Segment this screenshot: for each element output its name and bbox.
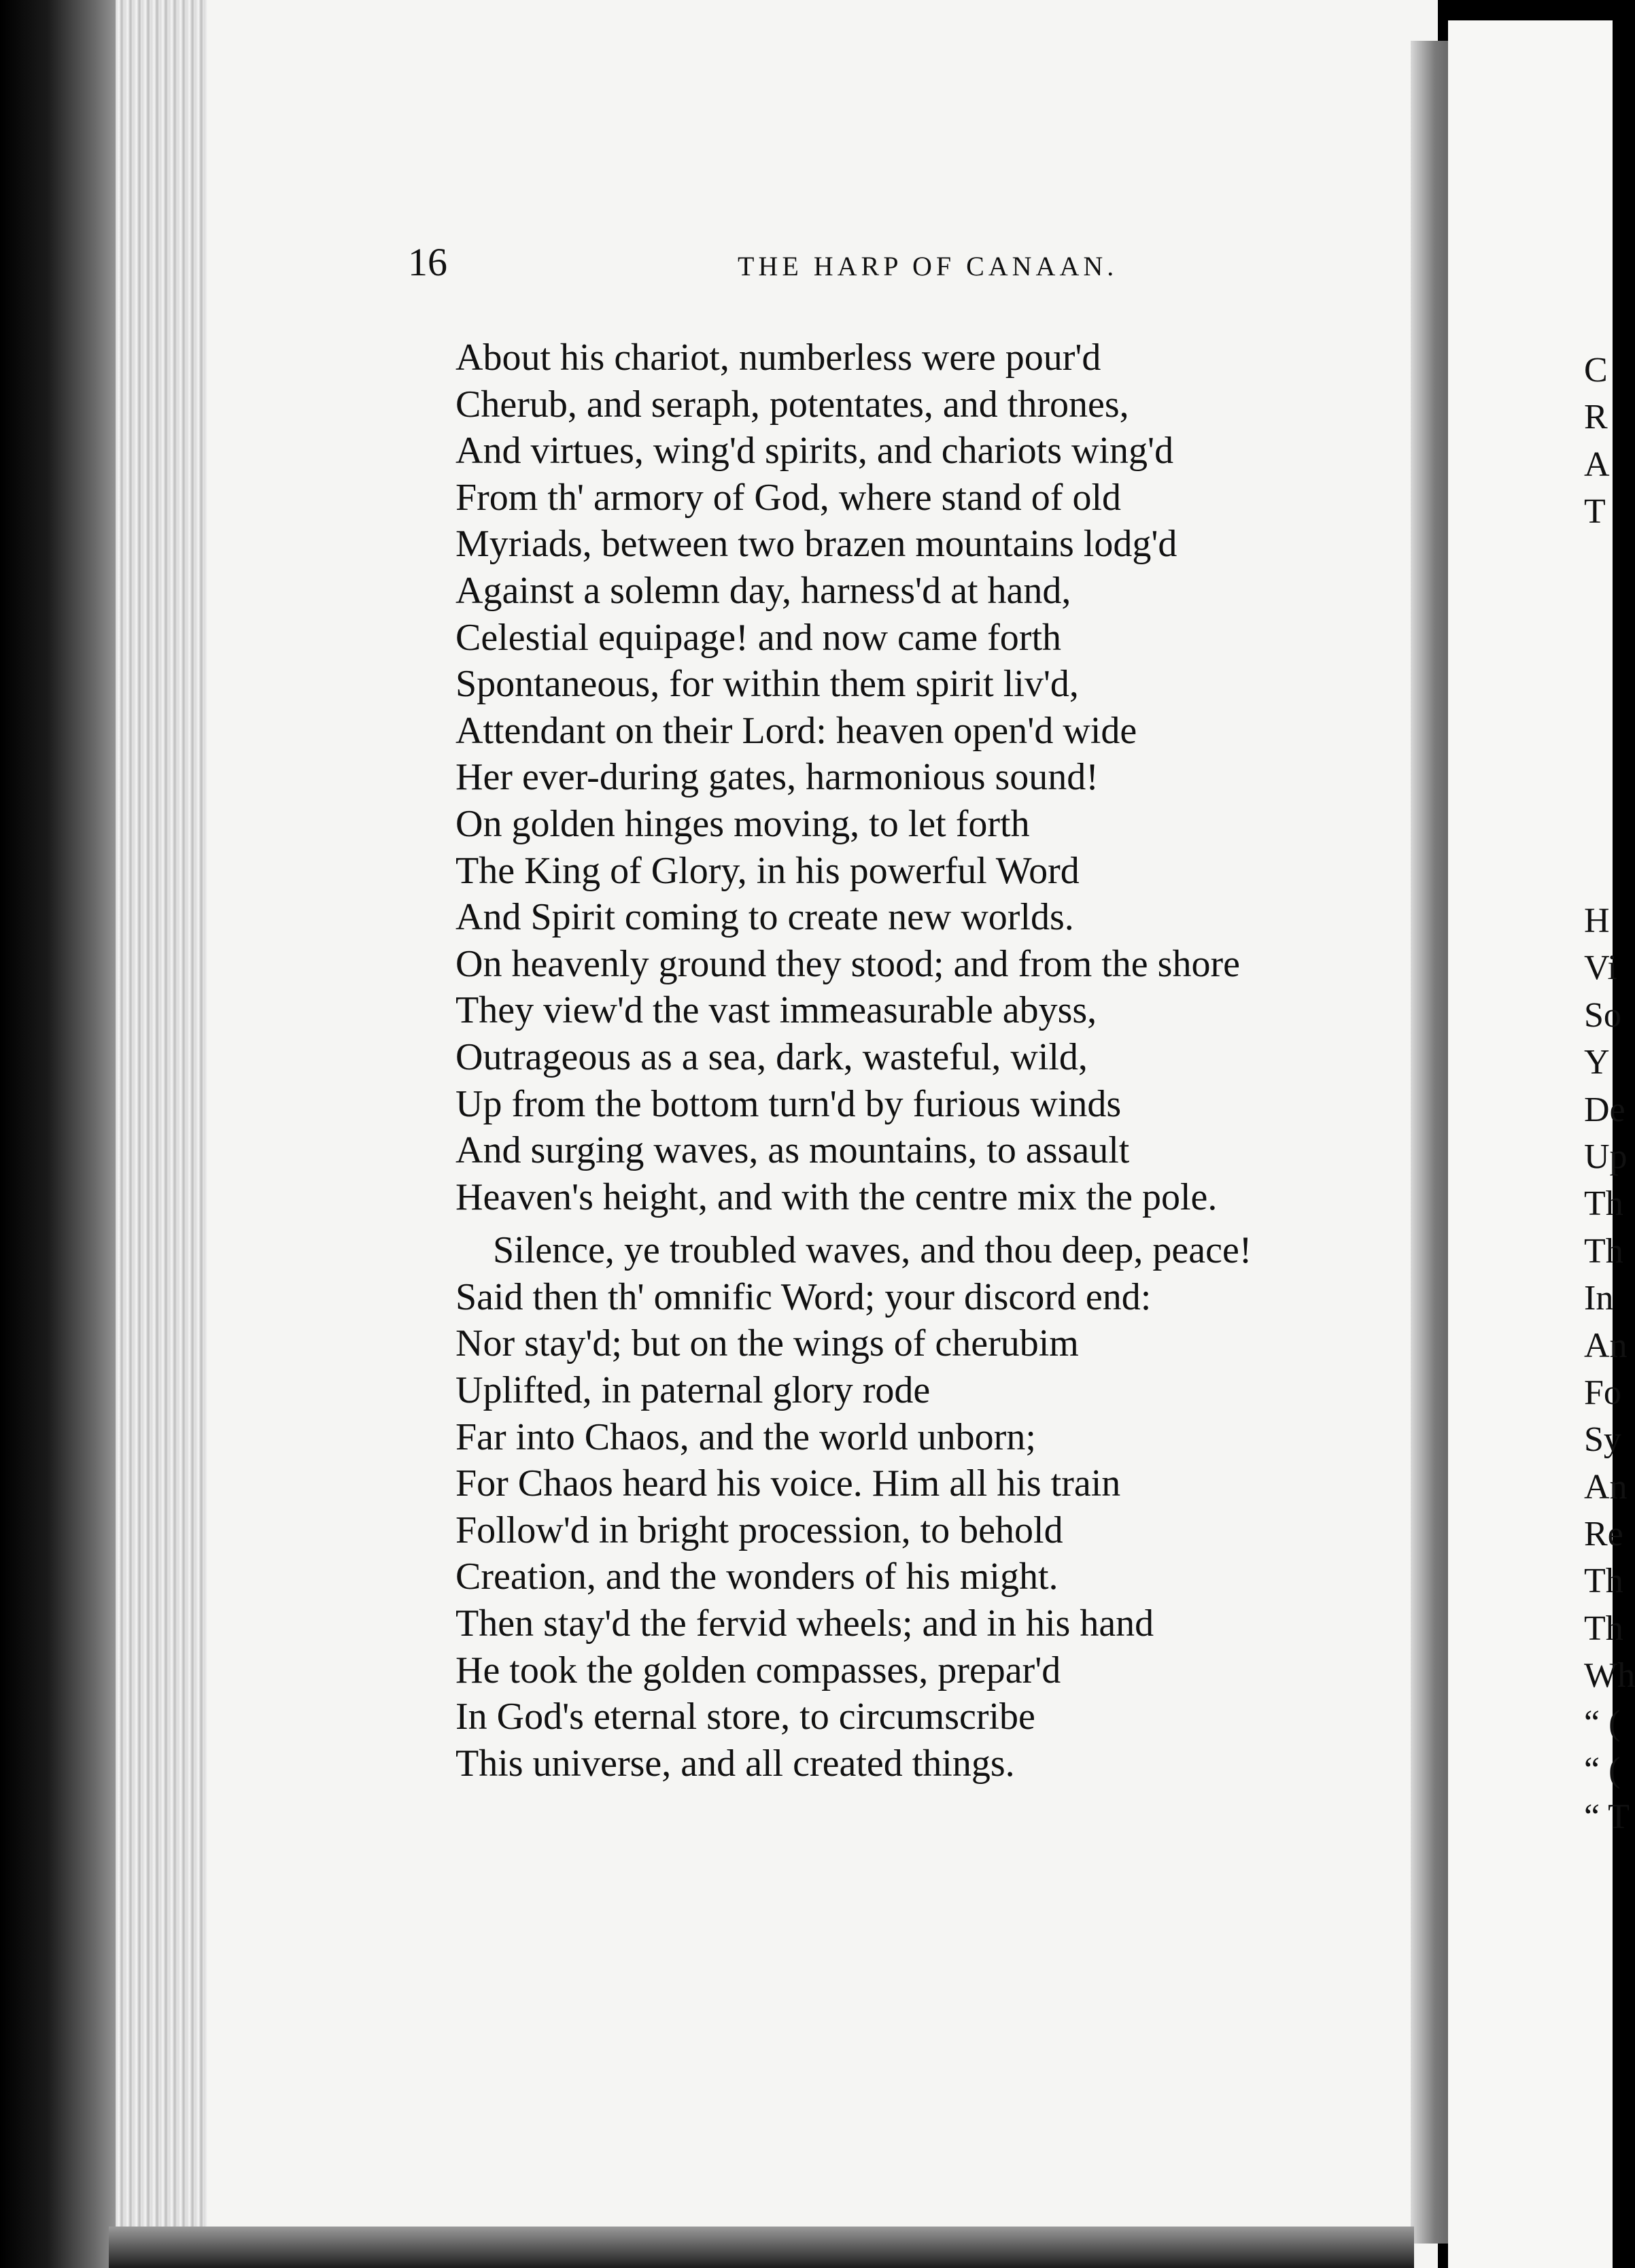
facing-line: Re: [1584, 1515, 1623, 1554]
facing-line: Up: [1584, 1137, 1628, 1176]
poem-line: Creation, and the wonders of his might.: [455, 1556, 1059, 1598]
poem-line: Celestial equipage! and now came forth: [455, 616, 1061, 659]
poem-line: On heavenly ground they stood; and from the shore: [455, 942, 1240, 985]
facing-line: Th: [1584, 1562, 1623, 1601]
poem-line: Silence, ye troubled waves, and thou deep, peace!: [493, 1229, 1252, 1272]
facing-line: Y: [1584, 1043, 1610, 1082]
poem-line: Myriads, between two brazen mountains lodg'd: [455, 523, 1177, 566]
poem-line: Then stay'd the fervid wheels; and in his hand: [455, 1602, 1154, 1645]
poem-line: Outrageous as a sea, dark, wasteful, wild,: [455, 1035, 1088, 1078]
poem-line: Her ever-during gates, harmonious sound!: [455, 756, 1099, 799]
poem-line: And surging waves, as mountains, to assault: [455, 1129, 1130, 1172]
facing-line: An: [1584, 1467, 1628, 1507]
facing-page-text-bottom: [1584, 897, 1635, 1841]
facing-page-text-top: [1584, 347, 1613, 536]
poem-line: Said then th' omnific Word; your discord end:: [455, 1275, 1152, 1318]
facing-line: An: [1584, 1326, 1628, 1365]
facing-line: H: [1584, 901, 1610, 940]
facing-line: Th: [1584, 1231, 1623, 1271]
poem-line: The King of Glory, in his powerful Word: [455, 849, 1080, 892]
facing-line: C: [1584, 351, 1608, 390]
poem-text: [455, 334, 1407, 1787]
facing-line: “ (: [1584, 1751, 1621, 1790]
poem-line: Attendant on their Lord: heaven open'd wide: [455, 709, 1137, 752]
poem-line: He took the golden compasses, prepar'd: [455, 1649, 1061, 1691]
poem-line: Far into Chaos, and the world unborn;: [455, 1415, 1036, 1458]
poem-line: Uplifted, in paternal glory rode: [455, 1369, 931, 1412]
facing-line: So: [1584, 995, 1621, 1035]
poem-line: Nor stay'd; but on the wings of cherubim: [455, 1322, 1079, 1365]
poem-line: This universe, and all created things.: [455, 1742, 1015, 1785]
facing-line: R: [1584, 398, 1608, 437]
running-head: THE HARP OF CANAAN.: [738, 251, 1118, 281]
facing-line: Wh: [1584, 1656, 1635, 1696]
poem-line: Cherub, and seraph, potentates, and thrones,: [455, 383, 1129, 426]
poem-line: And Spirit coming to create new worlds.: [455, 896, 1074, 939]
poem-line: From th' armory of God, where stand of old: [455, 476, 1122, 519]
poem-line: About his chariot, numberless were pour'd: [455, 337, 1101, 379]
page-edges: [116, 0, 218, 2268]
facing-line: “ T: [1584, 1798, 1630, 1837]
poem-line: In God's eternal store, to circumscribe: [455, 1696, 1035, 1738]
facing-line: “ (: [1584, 1703, 1621, 1742]
poem-line: Spontaneous, for within them spirit liv'd,: [455, 663, 1079, 706]
facing-line: T: [1584, 492, 1606, 532]
facing-line: Sy: [1584, 1420, 1621, 1460]
page-bottom-edge: [109, 2227, 1414, 2268]
poem-line: And virtues, wing'd spirits, and chariots wing'd: [455, 430, 1174, 472]
page-number: 16: [408, 240, 447, 284]
facing-line: Th: [1584, 1184, 1623, 1224]
facing-line: A: [1584, 445, 1610, 484]
poem-line: They view'd the vast immeasurable abyss,: [455, 989, 1097, 1032]
poem-line: Follow'd in bright procession, to behold: [455, 1509, 1063, 1551]
facing-line: Vi: [1584, 948, 1617, 988]
poem-line: Up from the bottom turn'd by furious winds: [455, 1082, 1122, 1125]
facing-line: In: [1584, 1279, 1614, 1318]
poem-line: For Chaos heard his voice. Him all his train: [455, 1462, 1121, 1505]
poem-line: On golden hinges moving, to let forth: [455, 802, 1030, 845]
facing-line: Fo: [1584, 1373, 1621, 1412]
facing-line: Th: [1584, 1609, 1623, 1648]
poem-line: Against a solemn day, harness'd at hand,: [455, 569, 1071, 612]
poem-line: Heaven's height, and with the centre mix the pole.: [455, 1175, 1218, 1218]
facing-line: De: [1584, 1090, 1625, 1129]
